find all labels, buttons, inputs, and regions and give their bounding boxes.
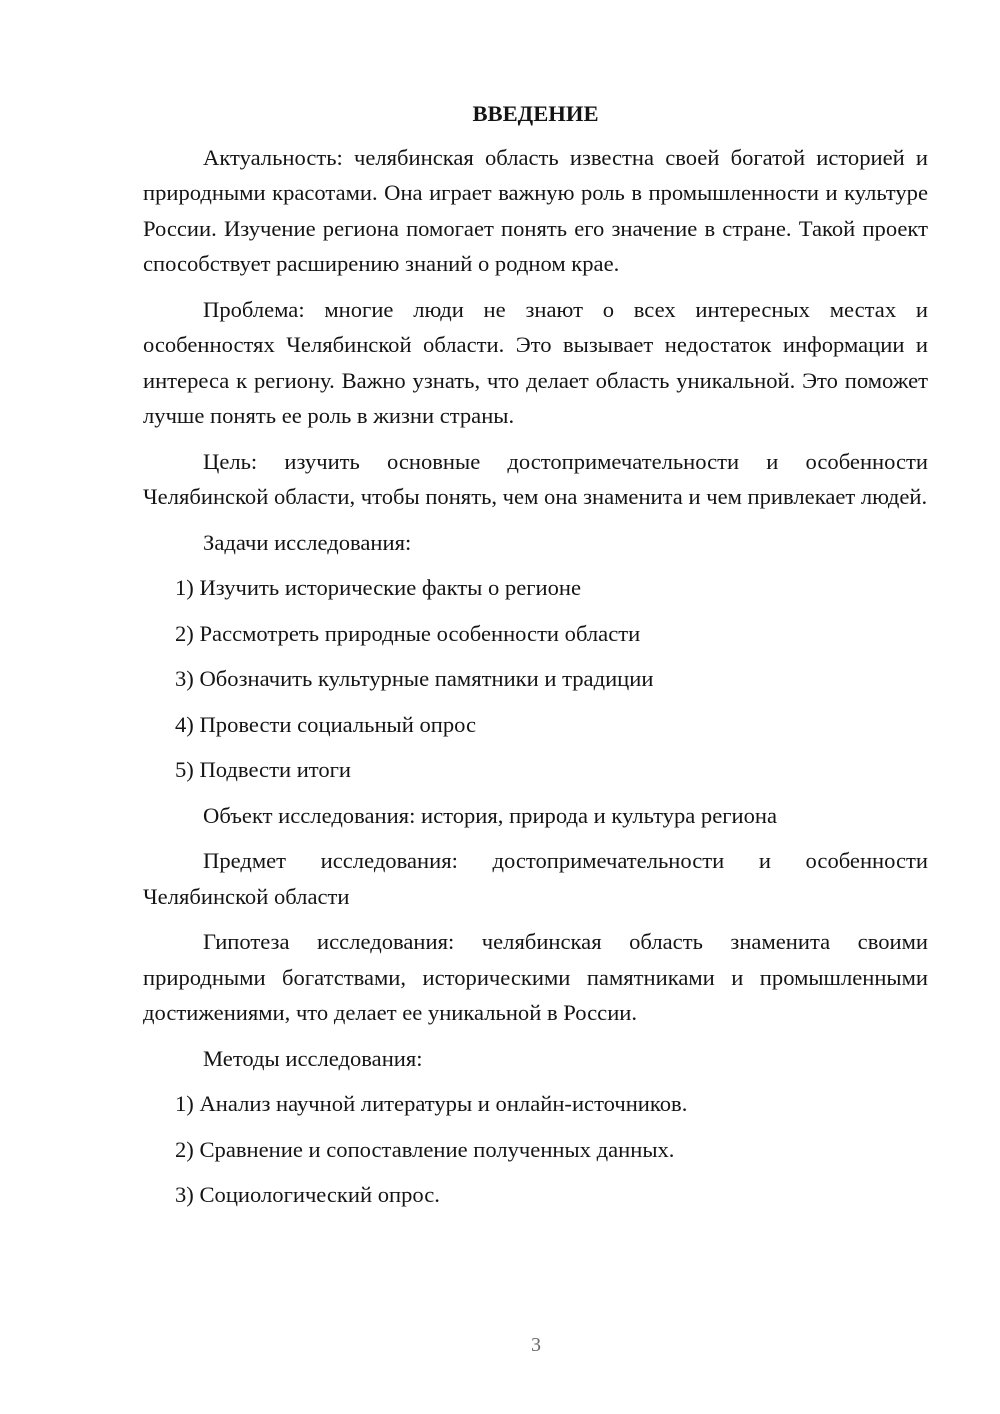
task-item: 1) Изучить исторические факты о регионе bbox=[175, 575, 582, 600]
method-item: 1) Анализ научной литературы и онлайн-источников. bbox=[175, 1091, 688, 1116]
task-item: 2) Рассмотреть природные особенности области bbox=[175, 620, 641, 646]
subject-paragraph: Предмет исследования: достопримечательности и особенности Челябинской области bbox=[143, 848, 928, 909]
page-number: 3 bbox=[531, 1334, 541, 1356]
page-content bbox=[143, 96, 928, 1223]
task-item: 5) Подвести итоги bbox=[175, 757, 352, 782]
tasks-title: Задачи исследования: bbox=[203, 529, 412, 555]
object-paragraph: Объект исследования: история, природа и культура региона bbox=[203, 802, 778, 828]
method-item: 2) Сравнение и сопоставление полученных данных. bbox=[175, 1136, 675, 1162]
task-item: 3) Обозначить культурные памятники и традиции bbox=[175, 666, 654, 691]
problem-paragraph: Проблема: многие люди не знают о всех интересных местах и особенностях Челябинской области. Это вызывает недостаток информации и интереса к региону. Важно узнать, что делает область уникальной. Это поможет лучше понять ее роль в жизни страны. bbox=[143, 296, 928, 428]
goal-paragraph: Цель: изучить основные достопримечательности и особенности Челябинской области, чтобы понять, чем она знаменита и чем привлекает людей. bbox=[143, 448, 928, 509]
hypothesis-paragraph: Гипотеза исследования: челябинская область знаменита своими природными богатствами, историческими памятниками и промышленными достижениями, что делает ее уникальной в России. bbox=[143, 929, 928, 1025]
methods-title: Методы исследования: bbox=[203, 1045, 423, 1071]
task-item: 4) Провести социальный опрос bbox=[175, 711, 477, 737]
section-heading: ВВЕДЕНИЕ bbox=[472, 101, 599, 126]
relevance-paragraph: Актуальность: челябинская область известна своей богатой историей и природными красотами. Она играет важную роль в промышленности и культуре России. Изучение региона помогает понять его значение в стране. Такой проект способствует расширению знаний о родном крае. bbox=[143, 144, 928, 276]
method-item: 3) Социологический опрос. bbox=[175, 1182, 440, 1207]
